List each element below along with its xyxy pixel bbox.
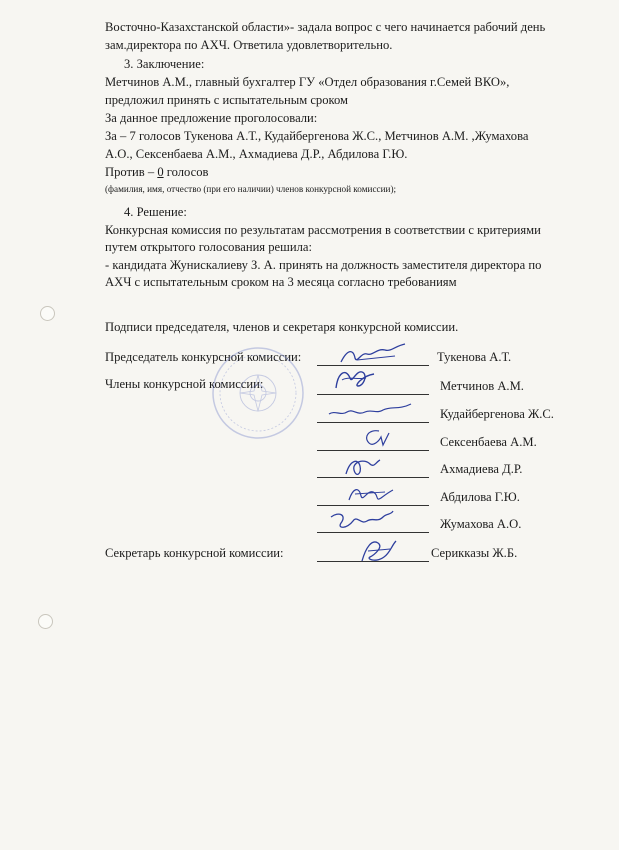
intro-line-2: зам.директора по АХЧ. Ответила удовлетворительно.: [105, 38, 393, 52]
vote-intro: За данное предложение проголосовали:: [105, 111, 318, 125]
conclusion-line-1: Метчинов А.М., главный бухгалтер ГУ «Отдел образования г.Семей ВКО»,: [105, 75, 510, 89]
signature-member-6: [325, 505, 395, 535]
votes-against-suffix: голосов: [163, 165, 209, 179]
signatory-name-member-6: Жумахова А.О.: [440, 517, 522, 531]
decision-line-2: путем открытого голосования решила:: [105, 240, 312, 254]
signatory-name-member-5: Абдилова Г.Ю.: [440, 490, 520, 504]
section-4-heading: 4. Решение:: [124, 205, 187, 219]
signatory-name-chair: Тукенова А.Т.: [437, 350, 512, 364]
signatory-name-member-2: Кудайбергенова Ж.С.: [440, 407, 554, 421]
punch-hole-top: [40, 306, 55, 321]
decision-line-4: АХЧ с испытательным сроком на 3 месяца согласно требованиям: [105, 275, 457, 289]
conclusion-line-2: предложил принять с испытательным сроком: [105, 93, 349, 107]
section-3-heading: 3. Заключение:: [124, 57, 205, 71]
chair-label: Председатель конкурсной комиссии:: [105, 350, 302, 364]
names-note: (фамилия, имя, отчество (при его наличии) членов конкурсной комиссии);: [105, 184, 397, 194]
intro-line-1: Восточно-Казахстанской области»- задала вопрос с чего начинается рабочий день: [105, 20, 546, 34]
signature-line-member-2: [317, 422, 429, 423]
votes-for-names-1: Тукенова А.Т., Кудайбергенова Ж.С., Метчинов А.М. ,Жумахова: [183, 129, 529, 143]
punch-hole-bottom: [38, 614, 53, 629]
votes-against-count: 0: [157, 165, 164, 179]
signatory-name-member-3: Сексенбаева А.М.: [440, 435, 537, 449]
signature-member-2: [325, 398, 415, 422]
signatory-name-member-4: Ахмадиева Д.Р.: [440, 462, 523, 476]
decision-line-3: - кандидата Жунискалиеву З. А. принять на должность заместителя директора по: [105, 258, 542, 272]
signatures-heading: Подписи председателя, членов и секретаря конкурсной комиссии.: [105, 320, 459, 334]
signature-member-1: [328, 362, 388, 396]
votes-for-line-1: [105, 129, 528, 144]
signature-secretary: [352, 533, 402, 569]
votes-against-prefix: Против –: [105, 165, 158, 179]
votes-for-prefix: За – 7 голосов: [105, 129, 184, 143]
decision-line-1: Конкурсная комиссия по результатам рассмотрения в соответствии с критериями: [105, 223, 541, 237]
signature-member-5: [345, 480, 397, 508]
members-label: Члены конкурсной комиссии:: [105, 377, 264, 391]
signatory-name-secretary: Серикказы Ж.Б.: [431, 546, 518, 560]
signature-member-3: [355, 425, 395, 451]
secretary-label: Секретарь конкурсной комиссии:: [105, 546, 284, 560]
votes-for-line-2: А.О., Сексенбаева А.М., Ахмадиева Д.Р., Абдилова Г.Ю.: [105, 147, 408, 161]
signatory-name-member-1: Метчинов А.М.: [440, 379, 524, 393]
signature-member-4: [340, 452, 384, 482]
official-stamp: [210, 345, 306, 441]
votes-against-line: [105, 165, 208, 180]
